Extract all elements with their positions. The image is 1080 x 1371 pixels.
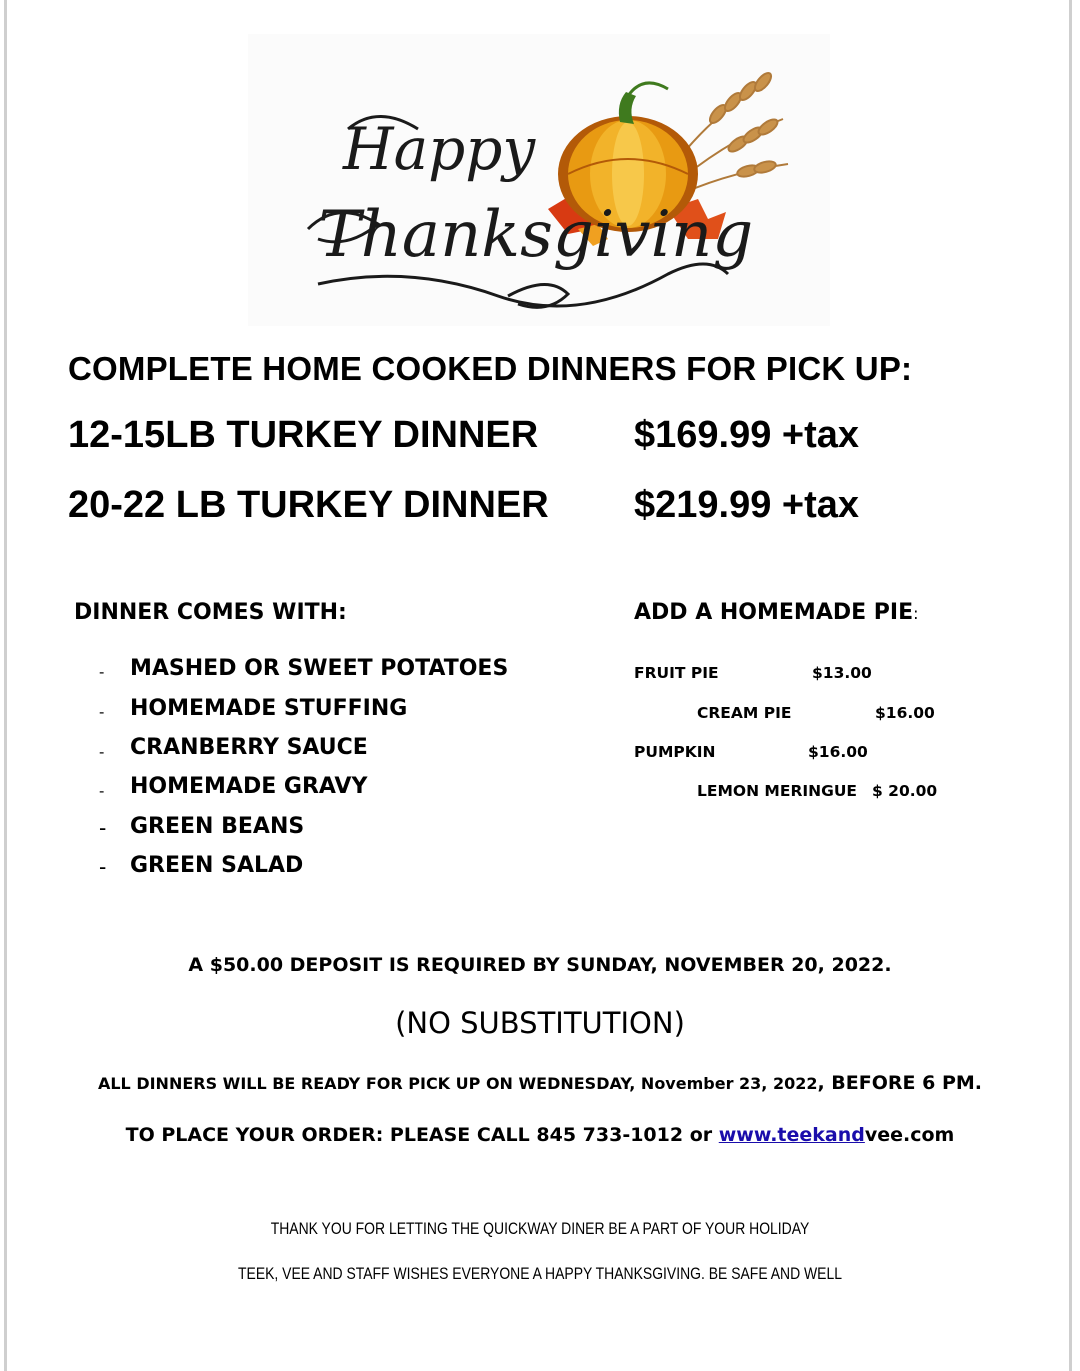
- pie-name: CREAM PIE: [697, 704, 792, 722]
- order-text: TO PLACE YOUR ORDER: PLEASE CALL 845 733-1012 or: [125, 1124, 719, 1146]
- logo-happy-text: Happy: [343, 115, 536, 183]
- list-dash: -: [99, 664, 105, 681]
- list-item: CRANBERRY SAUCE: [130, 735, 368, 760]
- pickup-notice: [0, 1072, 1080, 1094]
- happy-thanksgiving-logo: [248, 34, 830, 326]
- website-link[interactable]: www.teekand: [718, 1124, 865, 1146]
- dinner-price-1: $169.99 +tax: [634, 414, 860, 456]
- order-line: [0, 1124, 1080, 1146]
- pickup-text: ALL DINNERS WILL BE READY FOR PICK UP ON WEDNESDAY, November 23, 2022: [97, 1074, 818, 1093]
- list-dash: -: [99, 854, 107, 879]
- pies-title: [634, 600, 919, 625]
- list-dash: -: [99, 815, 107, 840]
- page-heading: COMPLETE HOME COOKED DINNERS FOR PICK UP:: [68, 350, 913, 387]
- list-item: MASHED OR SWEET POTATOES: [130, 656, 509, 681]
- dinner-price-2: $219.99 +tax: [634, 484, 860, 526]
- order-domain: vee.com: [864, 1124, 955, 1146]
- includes-title: DINNER COMES WITH:: [74, 600, 347, 625]
- dinner-name-1: 12-15LB TURKEY DINNER: [68, 414, 539, 456]
- list-item: HOMEMADE STUFFING: [130, 696, 408, 721]
- pie-price: $16.00: [808, 743, 868, 761]
- pie-price: $ 20.00: [872, 782, 938, 800]
- dinner-name-2: 20-22 LB TURKEY DINNER: [68, 484, 549, 526]
- pie-price: $13.00: [812, 664, 872, 682]
- list-item: GREEN BEANS: [130, 814, 305, 839]
- list-dash: -: [99, 783, 105, 800]
- pickup-time: , BEFORE 6 PM.: [817, 1072, 983, 1094]
- pie-name: FRUIT PIE: [634, 664, 719, 682]
- footer-wishes: TEEK, VEE AND STAFF WISHES EVERYONE A HAPPY THANKSGIVING. BE SAFE AND WELL: [238, 1264, 842, 1283]
- list-dash: -: [99, 744, 105, 761]
- logo-thanksgiving-text: Thanksgiving: [318, 198, 754, 272]
- pies-title-text: ADD A HOMEMADE PIE: [634, 600, 914, 625]
- no-substitution: (NO SUBSTITUTION): [395, 1006, 685, 1040]
- list-dash: -: [99, 704, 105, 721]
- pumpkin-logo-graphic: [248, 34, 830, 326]
- list-item: GREEN SALAD: [130, 853, 304, 878]
- pies-title-colon: :: [913, 604, 919, 623]
- pie-price: $16.00: [875, 704, 935, 722]
- deposit-notice: A $50.00 DEPOSIT IS REQUIRED BY SUNDAY, NOVEMBER 20, 2022.: [188, 954, 892, 976]
- pie-name: PUMPKIN: [634, 743, 716, 761]
- pie-name: LEMON MERINGUE: [697, 782, 858, 800]
- footer-thank-you: THANK YOU FOR LETTING THE QUICKWAY DINER BE A PART OF YOUR HOLIDAY: [270, 1219, 810, 1238]
- list-item: HOMEMADE GRAVY: [130, 774, 368, 799]
